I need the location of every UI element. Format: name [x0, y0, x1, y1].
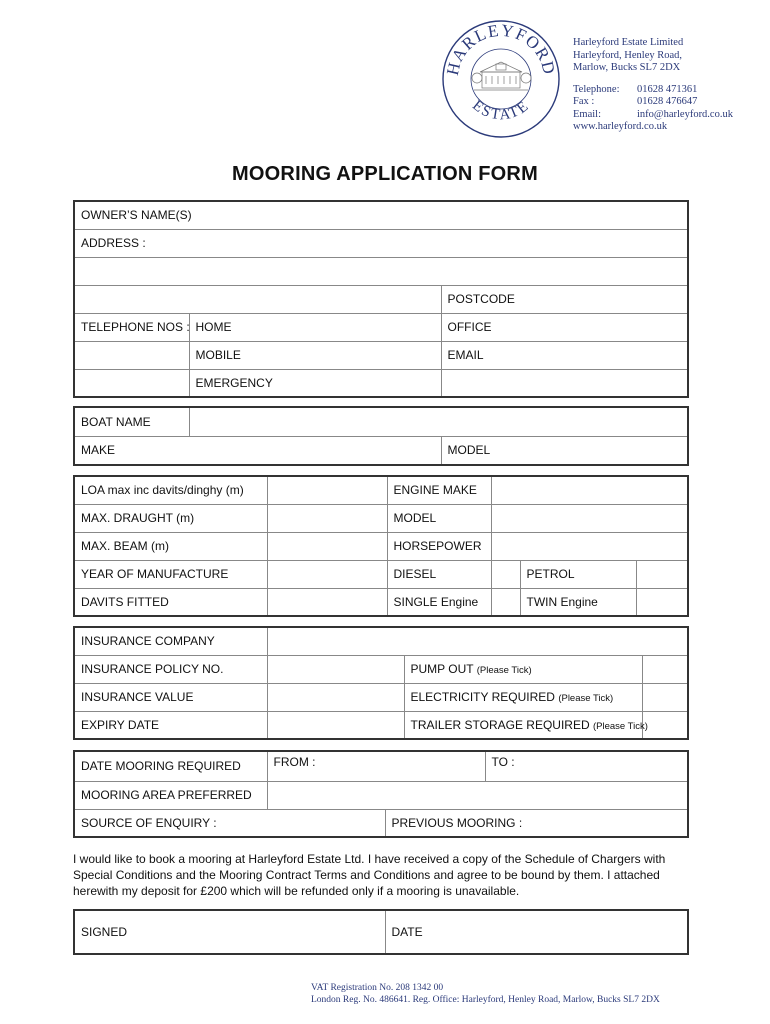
address-line-2: Marlow, Bucks SL7 2DX — [573, 62, 681, 73]
logo-word-top: HARLEYFORD — [442, 20, 560, 78]
email-field[interactable]: EMAIL — [441, 341, 688, 369]
harleyford-estate-logo — [440, 18, 562, 140]
owner-details-table — [73, 200, 689, 398]
please-tick-note: (Please Tick) — [476, 665, 532, 676]
boat-name-field[interactable] — [189, 407, 688, 436]
signature-table — [73, 909, 689, 955]
signed-field[interactable]: SIGNED — [74, 910, 385, 954]
fax-label: Fax : — [573, 96, 595, 107]
make-field[interactable]: MAKE — [74, 436, 441, 465]
please-tick-note: (Please Tick) — [593, 720, 648, 732]
loa-field[interactable] — [267, 476, 387, 504]
petrol-label: PETROL — [520, 560, 636, 588]
telephone-nos-label: TELEPHONE NOS : — [74, 313, 189, 341]
registered-office: London Reg. No. 486641. Reg. Office: Harleyford, Henley Road, Marlow, Bucks SL7 2DX — [311, 995, 660, 1005]
loa-label: LOA max inc davits/dinghy (m) — [74, 476, 267, 504]
beam-label: MAX. BEAM (m) — [74, 532, 267, 560]
engine-model-field[interactable] — [491, 504, 688, 532]
beam-field[interactable] — [267, 532, 387, 560]
year-field[interactable] — [267, 560, 387, 588]
single-engine-tick-box[interactable] — [491, 588, 520, 616]
fax-number: 01628 476647 — [637, 96, 698, 107]
twin-engine-label: TWIN Engine — [520, 588, 636, 616]
davits-field[interactable] — [267, 588, 387, 616]
from-date-field[interactable]: FROM : — [267, 751, 485, 781]
pump-out-tick-box[interactable] — [642, 655, 688, 683]
pump-out-label: PUMP OUT (Please Tick) — [404, 655, 642, 683]
house-drawing-icon — [472, 62, 531, 90]
expiry-date-label: EXPIRY DATE — [74, 711, 267, 739]
mobile-phone-field[interactable]: MOBILE — [189, 341, 441, 369]
vat-registration: VAT Registration No. 208 1342 00 — [311, 983, 444, 993]
owners-name-field[interactable]: OWNER’S NAME(S) — [74, 201, 688, 229]
year-label: YEAR OF MANUFACTURE — [74, 560, 267, 588]
mooring-table — [73, 750, 689, 838]
mooring-area-label: MOORING AREA PREFERRED — [74, 781, 267, 809]
draught-label: MAX. DRAUGHT (m) — [74, 504, 267, 532]
engine-make-label: ENGINE MAKE — [387, 476, 491, 504]
postcode-field[interactable]: POSTCODE — [441, 285, 688, 313]
insurance-value-field[interactable] — [267, 683, 404, 711]
boat-details-table — [73, 406, 689, 466]
electricity-label: ELECTRICITY REQUIRED (Please Tick) — [404, 683, 642, 711]
petrol-tick-box[interactable] — [636, 560, 688, 588]
home-phone-field[interactable]: HOME — [189, 313, 441, 341]
emergency-phone-field[interactable]: EMERGENCY — [189, 369, 441, 397]
previous-mooring-field[interactable]: PREVIOUS MOORING : — [385, 809, 688, 837]
telephone-label: Telephone: — [573, 83, 620, 95]
davits-label: DAVITS FITTED — [74, 588, 267, 616]
single-engine-label: SINGLE Engine — [387, 588, 491, 616]
address-line-2-field[interactable] — [74, 257, 688, 285]
svg-text:ESTATE — [469, 98, 533, 124]
boat-name-label: BOAT NAME — [74, 407, 189, 436]
trailer-storage-label: TRAILER STORAGE REQUIRED (Please Tick) — [404, 711, 642, 739]
model-field[interactable]: MODEL — [441, 436, 688, 465]
draught-field[interactable] — [267, 504, 387, 532]
diesel-label: DIESEL — [387, 560, 491, 588]
boat-specs-table — [73, 475, 689, 617]
electricity-tick-box[interactable] — [642, 683, 688, 711]
signature-date-field[interactable]: DATE — [385, 910, 688, 954]
policy-no-field[interactable] — [267, 655, 404, 683]
telephone-number: 01628 471361 — [637, 83, 698, 95]
email-label: Email: — [573, 108, 601, 120]
to-date-field[interactable]: TO : — [485, 751, 688, 781]
email-address: info@harleyford.co.uk — [637, 108, 733, 120]
footer — [311, 982, 660, 1006]
please-tick-note: (Please Tick) — [558, 693, 614, 704]
insurance-company-field[interactable] — [267, 627, 688, 655]
engine-make-field[interactable] — [491, 476, 688, 504]
diesel-tick-box[interactable] — [491, 560, 520, 588]
company-name: Harleyford Estate Limited — [573, 37, 684, 48]
address-field[interactable]: ADDRESS : — [74, 229, 688, 257]
trailer-storage-tick-box[interactable] — [642, 711, 688, 739]
address-line-3-field[interactable] — [74, 285, 441, 313]
insurance-table — [73, 626, 689, 740]
policy-no-label: INSURANCE POLICY NO. — [74, 655, 267, 683]
website: www.harleyford.co.uk — [573, 121, 668, 132]
engine-model-label: MODEL — [387, 504, 491, 532]
insurance-company-label: INSURANCE COMPANY — [74, 627, 267, 655]
horsepower-label: HORSEPOWER — [387, 532, 491, 560]
date-required-label: DATE MOORING REQUIRED — [74, 751, 267, 781]
address-line-1: Harleyford, Henley Road, — [573, 49, 683, 61]
company-contact — [573, 37, 733, 134]
expiry-date-field[interactable] — [267, 711, 404, 739]
mooring-area-field[interactable] — [267, 781, 688, 809]
twin-engine-tick-box[interactable] — [636, 588, 688, 616]
office-phone-field[interactable]: OFFICE — [441, 313, 688, 341]
page-title: MOORING APPLICATION FORM — [232, 163, 538, 185]
horsepower-field[interactable] — [491, 532, 688, 560]
insurance-value-label: INSURANCE VALUE — [74, 683, 267, 711]
declaration-text: I would like to book a mooring at Harleyford Estate Ltd. I have received a copy of the Schedule of Chargers with Special Conditions and the Mooring Contract Terms and Conditions and agree to be bound by them. I attached herewith my deposit for £200 which will be refunded only if a mooring is unavailable. — [73, 852, 666, 898]
source-of-enquiry-field[interactable]: SOURCE OF ENQUIRY : — [74, 809, 385, 837]
logo-word-bottom: ESTATE — [469, 97, 533, 124]
